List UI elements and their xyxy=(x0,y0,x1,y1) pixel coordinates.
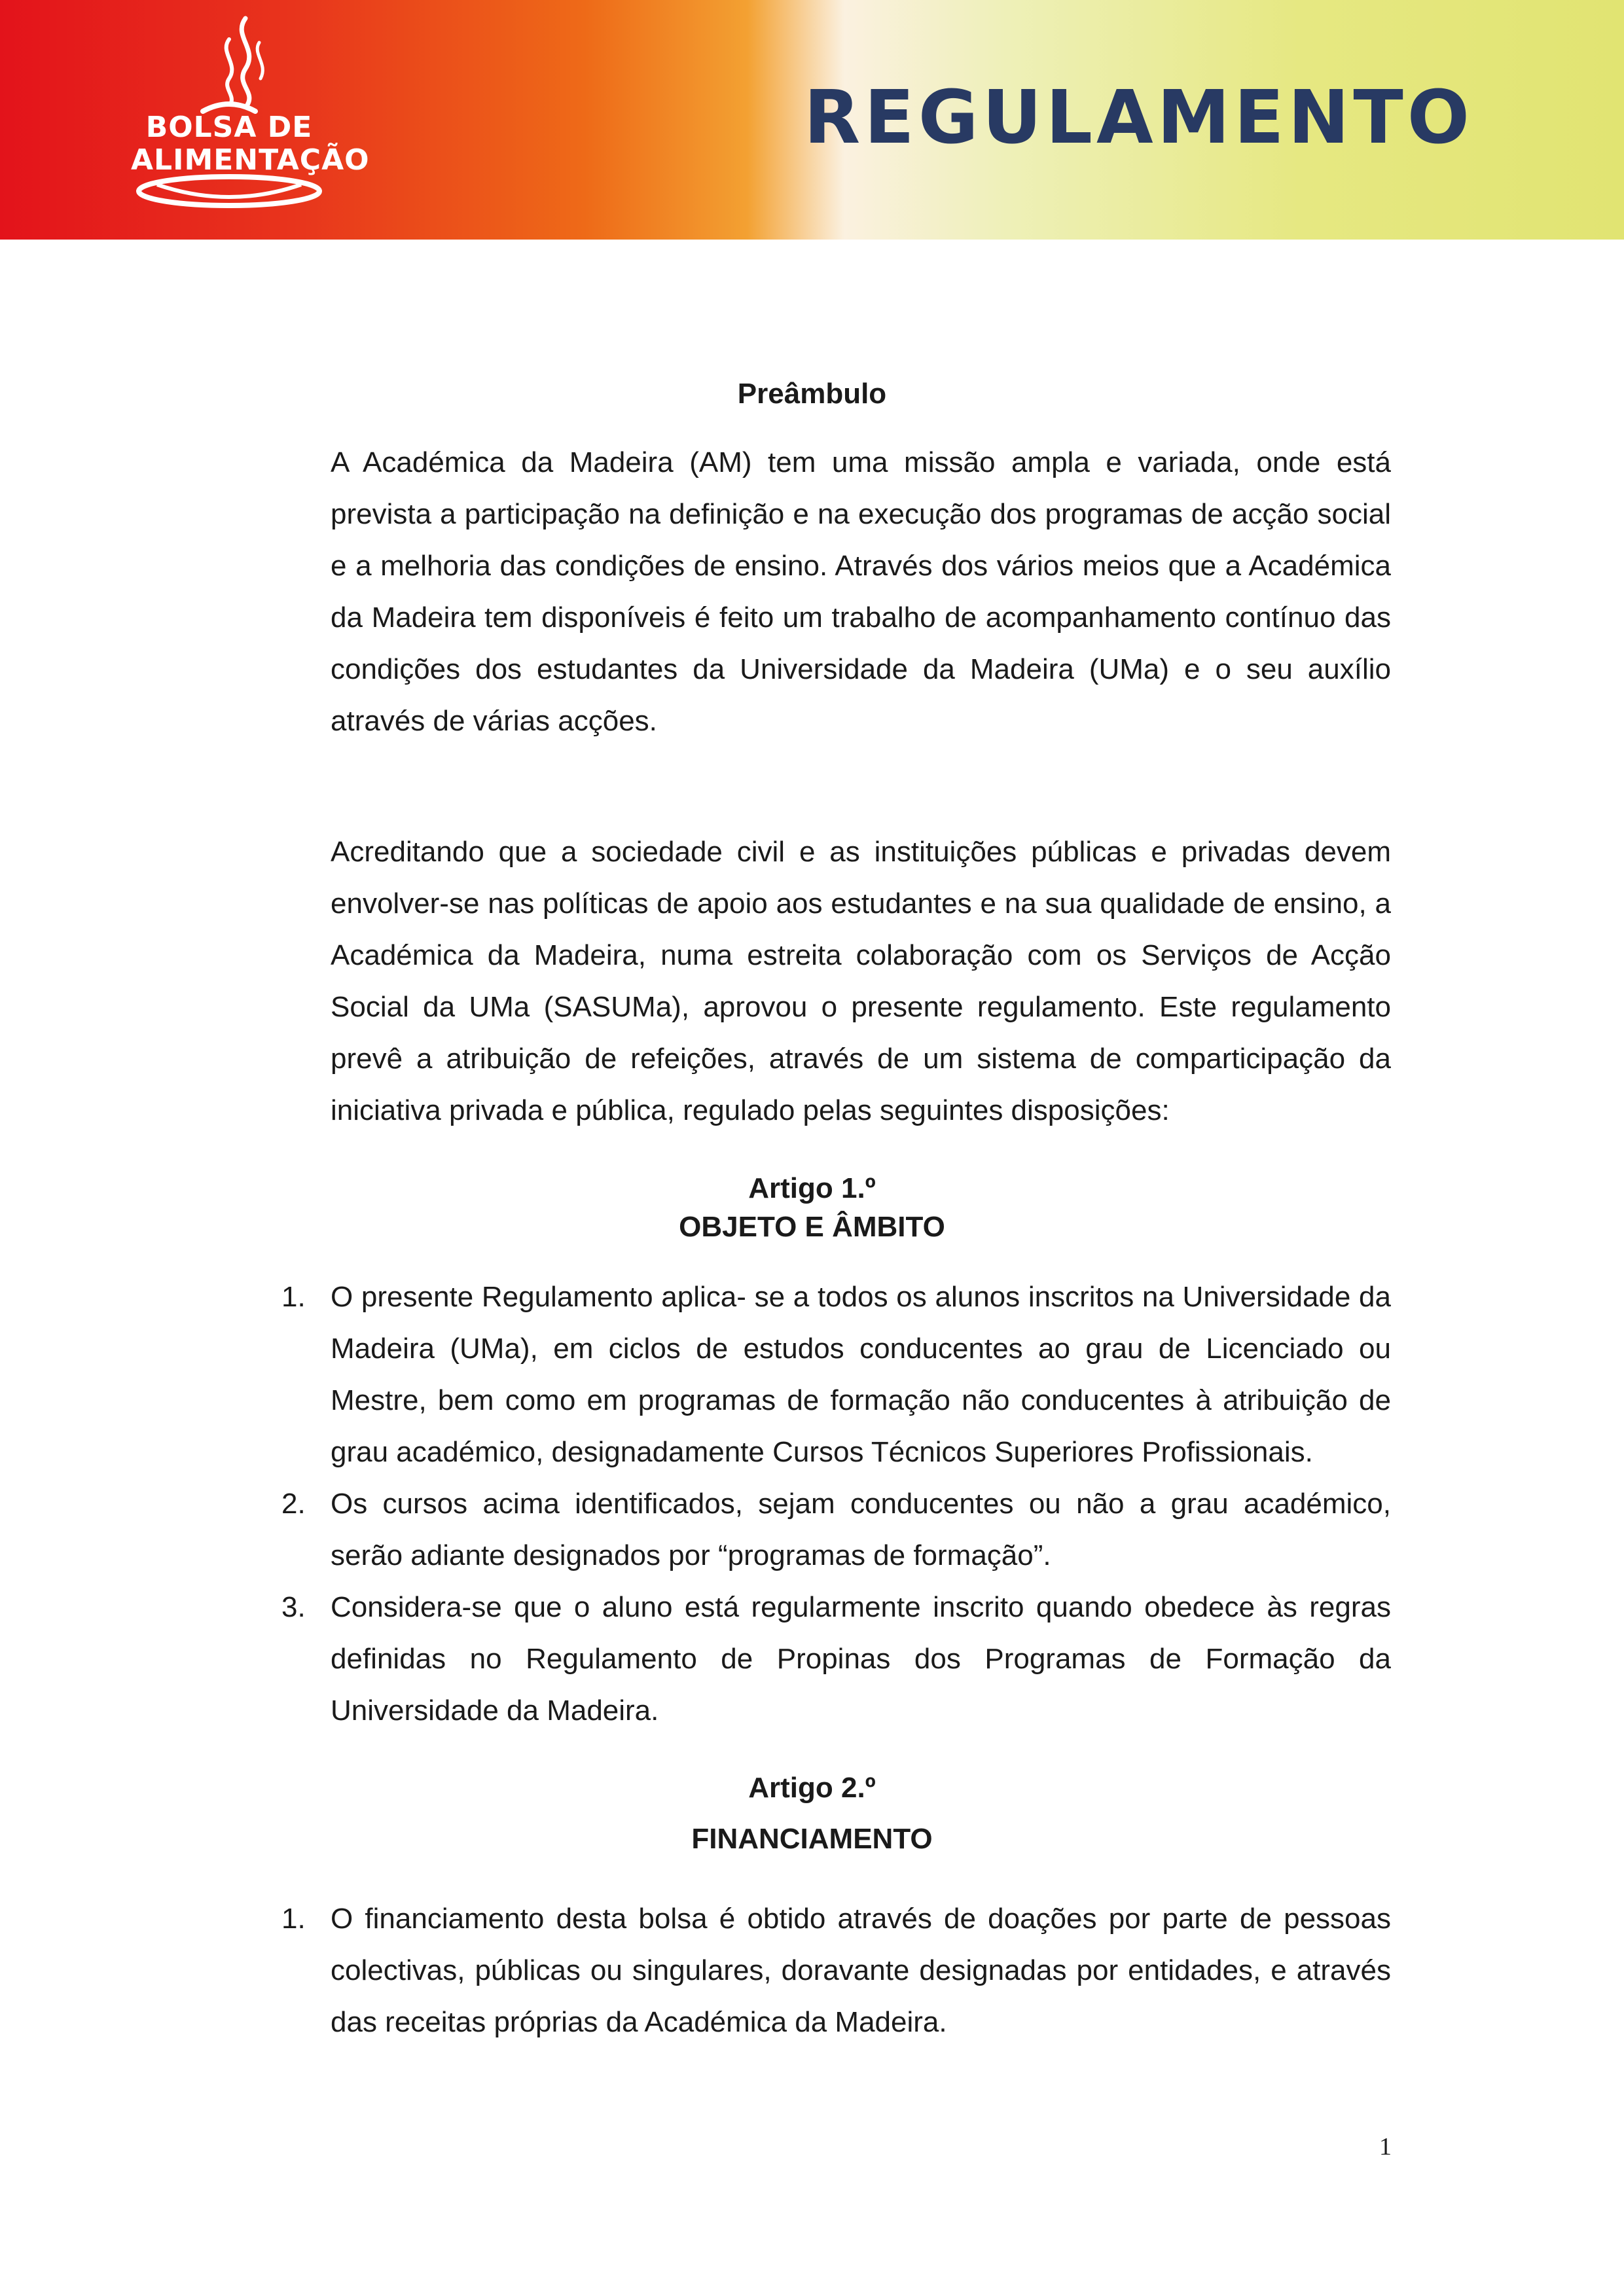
article-2-number: Artigo 2.º xyxy=(748,1772,876,1804)
list-item-text: Os cursos acima identificados, sejam conducentes ou não a grau académico, serão adiante designados por “programas de formação”. xyxy=(331,1488,1391,1571)
list-item-text: Considera-se que o aluno está regularmente inscrito quando obedece às regras definidas no Regulamento de Propinas dos Programas de Formação da Universidade da Madeira. xyxy=(331,1591,1391,1727)
article-1-title: OBJETO E ÂMBITO xyxy=(679,1211,945,1243)
list-item-number: 3. xyxy=(281,1591,306,1623)
page-number: 1 xyxy=(1379,2133,1392,2161)
preamble-paragraph-2: Acreditando que a sociedade civil e as instituições públicas e privadas devem envolver-se nas políticas de apoio aos estudantes e na sua qualidade de ensino, a Académica da Madeira, numa estreita colaboração com os Serviços de Acção Social da UMa (SASUMa), aprovou o presente regulamento. Este regulamento prevê a atribuição de refeições, através de um sistema de comparticipação da iniciativa privada e pública, regulado pelas seguintes disposições: xyxy=(331,836,1391,1126)
list-item-number: 1. xyxy=(281,1903,306,1935)
logo-line-1: BOLSA DE xyxy=(145,111,313,144)
preamble-heading: Preâmbulo xyxy=(737,378,887,410)
document-type-title: REGULAMENTO xyxy=(804,75,1473,160)
list-item-number: 1. xyxy=(281,1281,306,1313)
article-1-number: Artigo 1.º xyxy=(748,1172,876,1204)
logo-line-2: ALIMENTAÇÃO xyxy=(131,143,370,177)
article-2-title: FINANCIAMENTO xyxy=(691,1823,933,1855)
list-item-number: 2. xyxy=(281,1488,306,1520)
list-item-text: O financiamento desta bolsa é obtido através de doações por parte de pessoas colectivas, públicas ou singulares, doravante designadas por entidades, e através das receitas próprias da Académica da Madeira. xyxy=(331,1903,1391,2038)
preamble-paragraph-1: A Académica da Madeira (AM) tem uma missão ampla e variada, onde está prevista a participação na definição e na execução dos programas de acção social e a melhoria das condições de ensino. Através dos vários meios que a Académica da Madeira tem disponíveis é feito um trabalho de acompanhamento contínuo das condições dos estudantes da Universidade da Madeira (UMa) e o seu auxílio através de várias acções. xyxy=(331,446,1391,737)
list-item-text: O presente Regulamento aplica- se a todos os alunos inscritos na Universidade da Madeira (UMa), em ciclos de estudos conducentes ao grau de Licenciado ou Mestre, bem como em programas de formação não conducentes à atribuição de grau académico, designadamente Cursos Técnicos Superiores Profissionais. xyxy=(331,1281,1391,1468)
